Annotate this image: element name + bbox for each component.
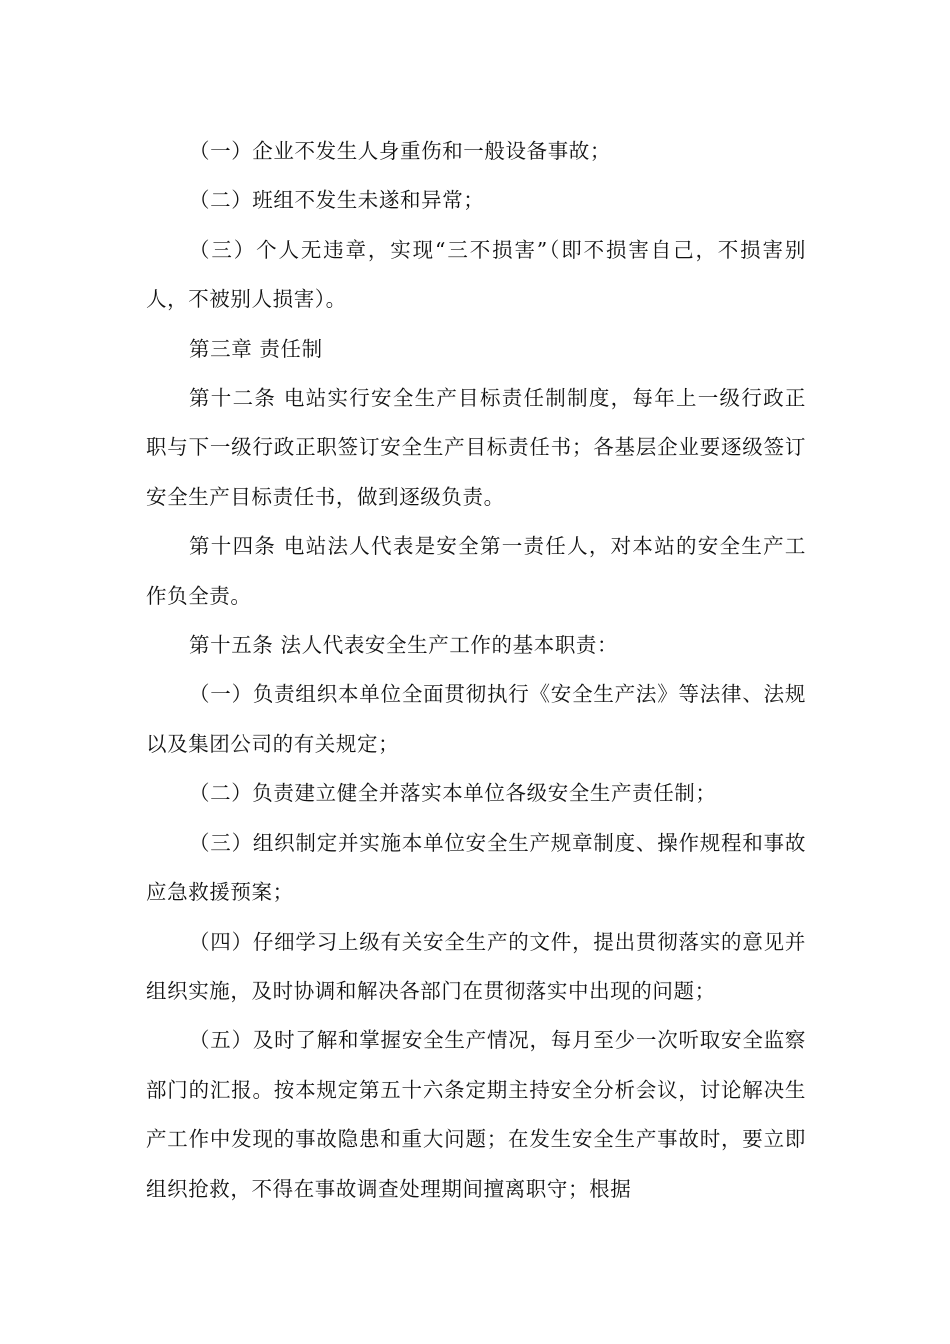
duty-item-2: （二）负责建立健全并落实本单位各级安全生产责任制； (189, 781, 717, 806)
chapter-heading: 第三章 责任制 (189, 336, 323, 361)
paragraph-goal-enterprise: （一）企业不发生人身重伤和一般设备事故； (189, 139, 611, 163)
duty-item-3: （三）组织制定并实施本单位安全生产规章制度、操作规程和事故应急救援预案； (146, 830, 806, 905)
duty-item-4: （四）仔细学习上级有关安全生产的文件，提出贯彻落实的意见并组织实施，及时协调和解决各部门在贯彻落实中出现的问题； (146, 929, 806, 1003)
paragraph-goal-team: （二）班组不发生未遂和异常； (189, 188, 485, 213)
article-12: 第十二条 电站实行安全生产目标责任制制度，每年上一级行政正职与下一级行政正职签订安全生产目标责任书；各基层企业要逐级签订安全生产目标责任书，做到逐级负责。 (146, 386, 806, 509)
article-14: 第十四条 电站法人代表是安全第一责任人，对本站的安全生产工作负全责。 (146, 534, 806, 608)
duty-item-5: （五）及时了解和掌握安全生产情况，每月至少一次听取安全监察部门的汇报。按本规定第五十六条定期主持安全分析会议，讨论解决生产工作中发现的事故隐患和重大问题；在发生安全生产事故时，要立即组织抢救，不得在事故调查处理期间擅离职守；根据 (146, 1028, 806, 1201)
paragraph-goal-individual: （三）个人无违章，实现“三不损害”（即不损害自己，不损害别人，不被别人损害）。 (146, 237, 806, 312)
article-15: 第十五条 法人代表安全生产工作的基本职责： (189, 633, 619, 658)
duty-item-1: （一）负责组织本单位全面贯彻执行《安全生产法》等法律、法规以及集团公司的有关规定； (146, 682, 806, 756)
document-body (146, 127, 806, 1214)
